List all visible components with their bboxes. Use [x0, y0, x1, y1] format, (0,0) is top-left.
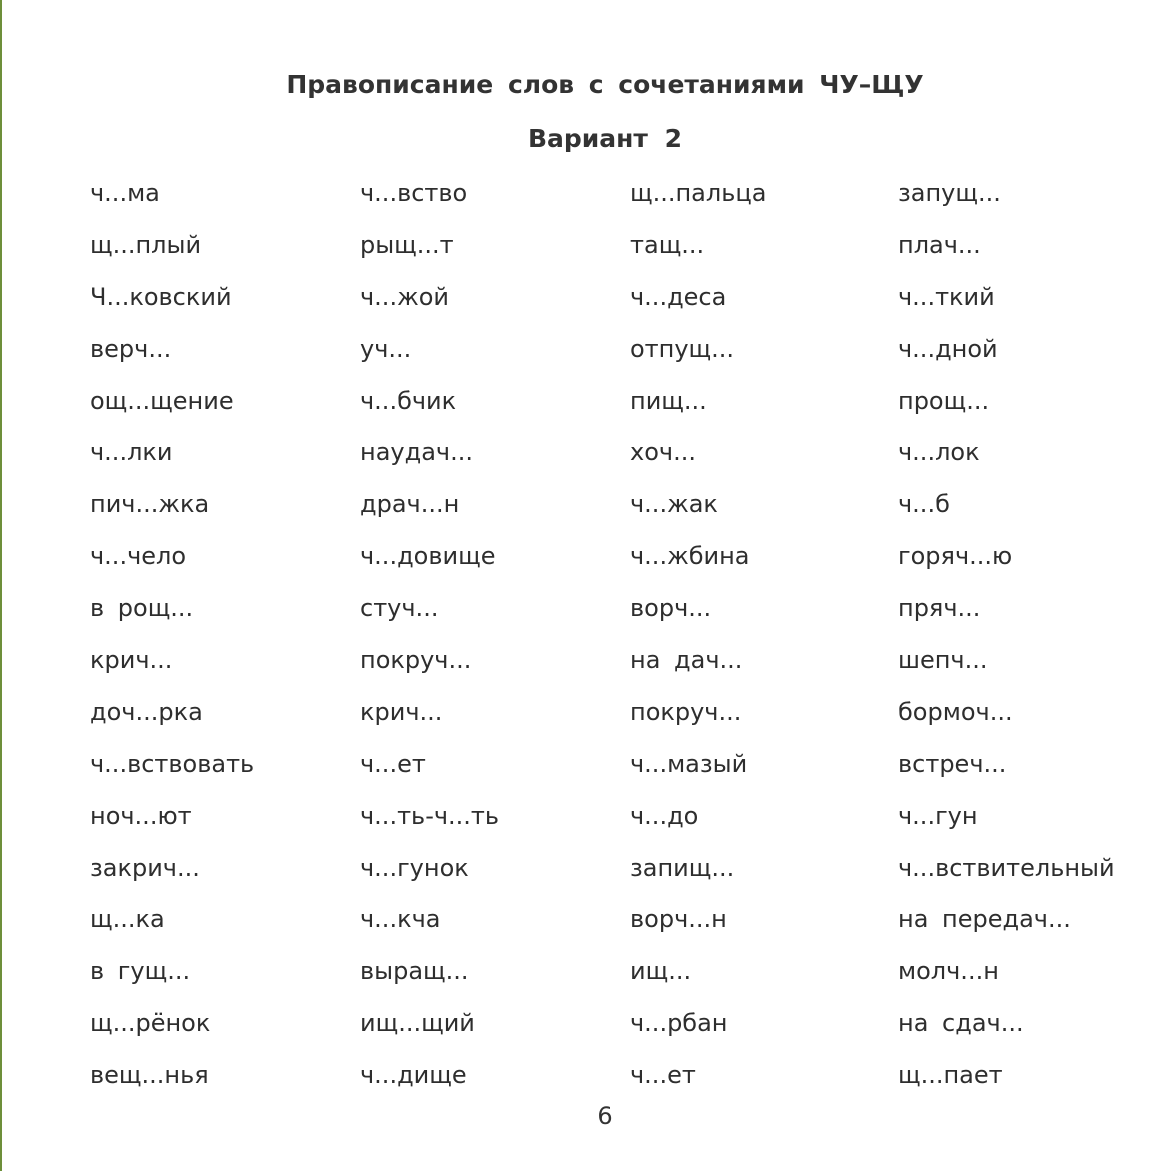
word-item: уч...	[360, 334, 412, 363]
word-item: Ч...ковский	[90, 282, 232, 311]
word-item: ищ...	[630, 957, 692, 986]
word-item: запущ...	[898, 179, 1001, 207]
word-item: ч...ет	[360, 749, 426, 778]
word-item: плач...	[898, 230, 981, 259]
word-item: ч...вствовать	[90, 749, 255, 778]
word-item: встреч...	[898, 749, 1007, 778]
word-item: ч...ет	[630, 1061, 696, 1090]
word-item: ощ...щение	[90, 386, 234, 415]
word-item: ч...кча	[360, 905, 441, 934]
word-item: тащ...	[630, 230, 705, 259]
word-item: ищ...щий	[360, 1009, 475, 1038]
word-item: ноч...ют	[90, 801, 192, 830]
word-item: ч...лки	[90, 438, 173, 467]
page-title: Правописание слов с сочетаниями ЧУ–ЩУ	[286, 70, 924, 99]
word-grid	[90, 174, 1150, 1090]
word-item: на сдач...	[898, 1009, 1024, 1038]
word-item: ч...ткий	[898, 282, 995, 311]
word-item: ч...вствительный	[898, 853, 1115, 882]
word-item: пищ...	[630, 386, 707, 415]
word-item: ч...чело	[90, 542, 187, 571]
word-item: ч...рбан	[630, 1009, 728, 1038]
word-item: ч...вство	[360, 179, 468, 207]
word-item: покруч...	[630, 697, 742, 726]
word-item: ворч...	[630, 594, 712, 623]
word-item: стуч...	[360, 594, 439, 623]
word-item: щ...пальца	[630, 179, 767, 207]
word-item: наудач...	[360, 438, 473, 467]
word-item: ч...деса	[630, 282, 727, 311]
variant-label: Вариант 2	[527, 124, 683, 153]
word-item: доч...рка	[90, 697, 203, 726]
word-item: ч...дище	[360, 1061, 467, 1090]
word-item: ч...жбина	[630, 542, 750, 571]
word-item: щ...рёнок	[90, 1009, 211, 1038]
word-item: молч...н	[898, 957, 999, 986]
word-item: хоч...	[630, 438, 696, 467]
word-item: прощ...	[898, 386, 990, 415]
word-item: в рощ...	[90, 594, 194, 623]
word-item: выращ...	[360, 957, 469, 986]
word-item: щ...плый	[90, 230, 202, 259]
word-item: бормоч...	[898, 697, 1013, 726]
word-item: ч...ма	[90, 179, 160, 207]
word-item: ч...до	[630, 801, 699, 830]
word-item: крич...	[360, 697, 443, 726]
word-item: в гущ...	[90, 957, 191, 986]
word-item: запищ...	[630, 853, 735, 882]
word-item: ч...мазый	[630, 749, 748, 778]
word-item: пич...жка	[90, 490, 210, 519]
word-item: горяч...ю	[898, 542, 1013, 571]
word-item: щ...ка	[90, 905, 165, 934]
word-item: верч...	[90, 334, 172, 363]
word-item: ч...довище	[360, 542, 496, 571]
word-item: вещ...нья	[90, 1061, 209, 1090]
word-item: ч...жой	[360, 282, 449, 311]
word-item: ворч...н	[630, 905, 727, 934]
word-item: ч...гун	[898, 801, 978, 830]
word-item: пряч...	[898, 594, 981, 623]
word-item: шепч...	[898, 646, 988, 675]
word-item: ч...лок	[898, 438, 980, 467]
word-item: щ...пает	[898, 1061, 1003, 1090]
word-item: ч...гунок	[360, 853, 469, 882]
word-item: ч...бчик	[360, 386, 457, 415]
word-item: на дач...	[630, 646, 743, 675]
word-item: закрич...	[90, 853, 200, 882]
word-item: крич...	[90, 646, 173, 675]
page-number: 6	[597, 1102, 613, 1130]
word-item: покруч...	[360, 646, 472, 675]
word-item: ч...б	[898, 490, 950, 519]
word-item: отпущ...	[630, 334, 735, 363]
word-item: ч...дной	[898, 334, 998, 363]
word-item: ч...жак	[630, 490, 718, 519]
word-item: ч...ть-ч...ть	[360, 801, 500, 830]
word-item: на передач...	[898, 905, 1071, 934]
word-item: рыщ...т	[360, 230, 454, 259]
word-item: драч...н	[360, 490, 460, 519]
page-border	[0, 0, 2, 1171]
